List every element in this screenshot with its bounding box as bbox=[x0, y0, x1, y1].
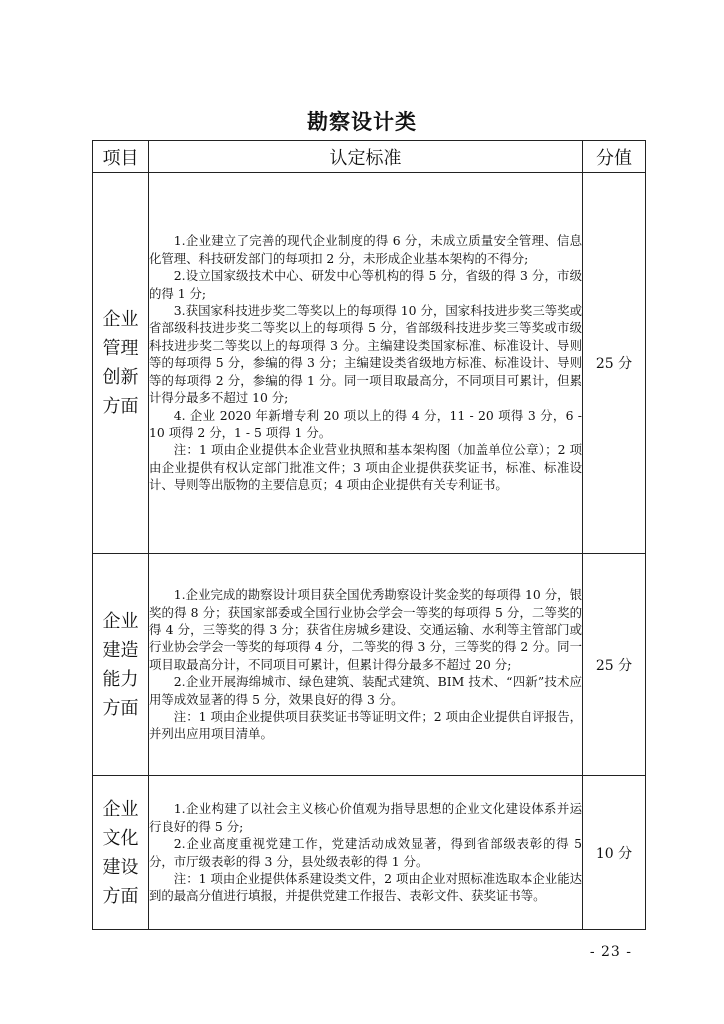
criteria-paragraph: 1.企业构建了以社会主义核心价值观为指导思想的企业文化建设体系并运行良好的得 5 分; bbox=[149, 801, 582, 834]
criteria-paragraph: 4. 企业 2020 年新增专利 20 项以上的得 4 分，11 - 20 项得 3 分，6 - 10 项得 2 分，1 - 5 项得 1 分。 bbox=[149, 407, 582, 440]
category-cell bbox=[93, 554, 149, 776]
criteria-table bbox=[92, 140, 646, 930]
table-header-row bbox=[93, 141, 646, 173]
criteria-note: 注：1 项由企业提供体系建设类文件，2 项由企业对照标准选取本企业能达到的最高分值进行填报，并提供党建工作报告、表彰文件、获奖证书等。 bbox=[149, 870, 582, 904]
standard-cell bbox=[149, 776, 583, 930]
criteria-note: 注：1 项由企业提供项目获奖证书等证明文件；2 项由企业提供自评报告，并列出应用项目清单。 bbox=[149, 709, 582, 742]
category-text: 文化 bbox=[102, 827, 139, 849]
page-title: 勘察设计类 bbox=[307, 109, 417, 134]
table-row bbox=[93, 173, 646, 554]
category-text: 方面 bbox=[102, 396, 139, 417]
standard-cell bbox=[149, 554, 583, 776]
table-row bbox=[93, 776, 646, 930]
criteria-paragraph: 2.设立国家级技术中心、研发中心等机构的得 5 分，省级的得 3 分，市级的得 1 分; bbox=[149, 268, 582, 301]
score-cell: 25 分 bbox=[583, 173, 646, 554]
score-cell: 10 分 bbox=[583, 776, 646, 930]
category-text: 建造 bbox=[102, 639, 139, 661]
header-item: 项目 bbox=[93, 141, 149, 173]
category-cell bbox=[93, 173, 149, 554]
category-text: 建设 bbox=[102, 856, 139, 878]
score-cell: 25 分 bbox=[583, 554, 646, 776]
criteria-paragraph: 3.获国家科技进步奖二等奖以上的每项得 10 分，国家科技进步奖三等奖或省部级科技进步奖二等奖以上的每项得 5 分，省部级科技进步奖三等奖或市级科技进步奖二等奖以上的每项得 3 分。主编建设类国家标准、标准设计、导则等的每项得 5 分，参编的得 3 分；主编建设类省级地方标准、标准设计、导则等的每项得 2 分，参编的得 1 分。同一项目取最高分，不同项目可累计，但累计得分最多不超过 10 分; bbox=[149, 303, 582, 406]
category-text: 管理 bbox=[102, 338, 139, 359]
header-standard: 认定标准 bbox=[149, 141, 583, 173]
criteria-paragraph: 2.企业高度重视党建工作，党建活动成效显著，得到省部级表彰的得 5 分，市厅级表彰的得 3 分，县处级表彰的得 1 分。 bbox=[149, 836, 582, 869]
table-row bbox=[93, 554, 646, 776]
category-text: 方面 bbox=[102, 697, 139, 719]
category-text: 创新 bbox=[102, 367, 139, 388]
category-cell bbox=[93, 776, 149, 930]
standard-cell bbox=[149, 173, 583, 554]
criteria-paragraph: 2.企业开展海绵城市、绿色建筑、装配式建筑、BIM 技术、“四新”技术应用等成效显著的得 5 分，效果良好的得 3 分。 bbox=[149, 674, 582, 707]
header-score: 分值 bbox=[583, 141, 646, 173]
category-text: 能力 bbox=[102, 668, 139, 690]
page-number: - 23 - bbox=[589, 944, 632, 960]
category-text: 企业 bbox=[102, 798, 139, 820]
category-text: 企业 bbox=[102, 610, 139, 632]
category-text: 企业 bbox=[102, 309, 139, 330]
category-text: 方面 bbox=[102, 885, 139, 907]
criteria-note: 注：1 项由企业提供本企业营业执照和基本架构图（加盖单位公章）；2 项由企业提供有权认定部门批准文件；3 项由企业提供获奖证书，标准、标准设计、导则等出版物的主要信息页；4 项由企业提供有关专利证书。 bbox=[149, 442, 582, 493]
criteria-paragraph: 1.企业建立了完善的现代企业制度的得 6 分，未成立质量安全管理、信息化管理、科技研发部门的每项扣 2 分，未形成企业基本架构的不得分; bbox=[149, 233, 582, 266]
criteria-paragraph: 1.企业完成的勘察设计项目获全国优秀勘察设计奖金奖的每项得 10 分，银奖的得 8 分；获国家部委或全国行业协会学会一等奖的每项得 5 分，二等奖的得 4 分，三等奖的得 3 分；获省住房城乡建设、交通运输、水利等主管部门或行业协会学会一等奖的每项得 4 分，二等奖的得 3 分，三等奖的得 2 分。同一项目取最高分计，不同项目可累计，但累计得分最多不超过 20 分; bbox=[149, 587, 582, 672]
